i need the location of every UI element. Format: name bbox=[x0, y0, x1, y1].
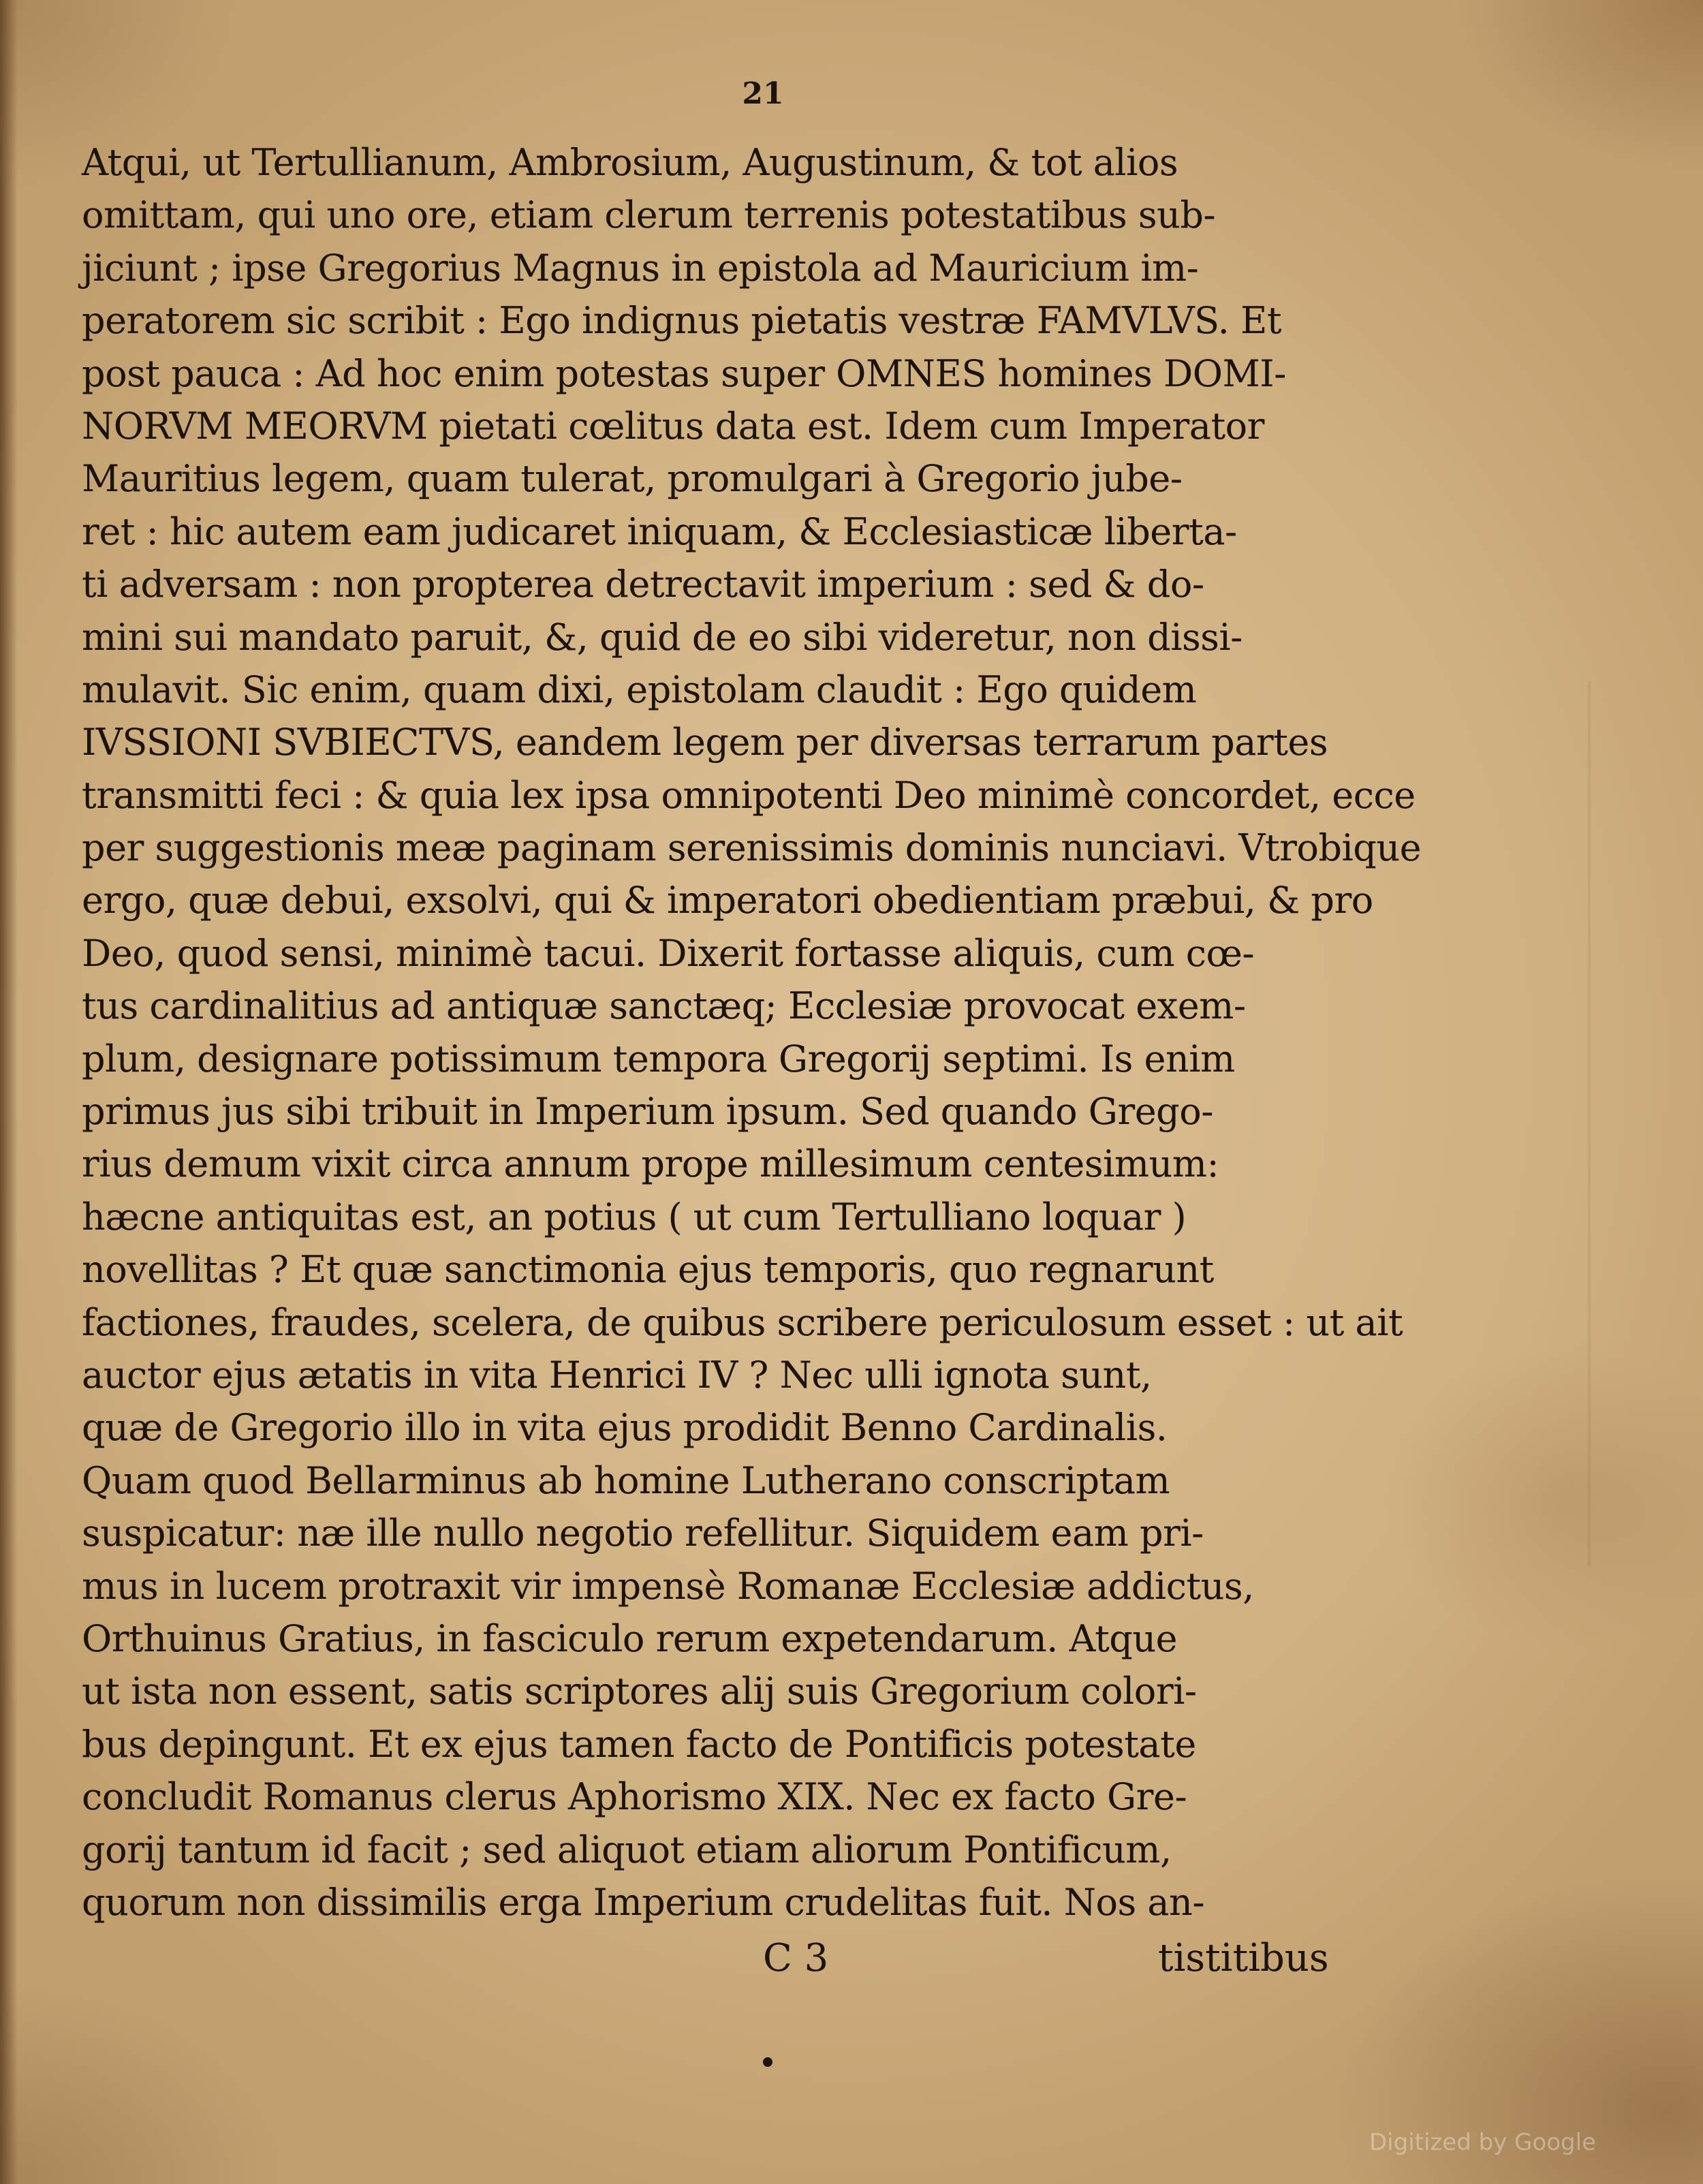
text-line: ret : hic autem eam judicaret iniquam, & Ecclesiasticæ liberta- bbox=[82, 510, 1237, 553]
text-block bbox=[82, 0, 1649, 2184]
text-line: ut ista non essent, satis scriptores alij suis Gregorium colori- bbox=[82, 1670, 1197, 1713]
text-line: plum, designare potissimum tempora Gregorij septimi. Is enim bbox=[82, 1037, 1235, 1080]
text-line: omittam, qui uno ore, etiam clerum terrenis potestatibus sub- bbox=[82, 193, 1216, 237]
text-line: transmitti feci : & quia lex ipsa omnipotenti Deo minimè concordet, ecce bbox=[82, 773, 1416, 817]
body-text bbox=[82, 136, 1444, 1929]
text-line: rius demum vixit circa annum prope millesimum centesimum: bbox=[82, 1142, 1219, 1186]
text-line: factiones, fraudes, scelera, de quibus scribere periculosum esset : ut ait bbox=[82, 1300, 1403, 1344]
text-line: jiciunt ; ipse Gregorius Magnus in epistola ad Mauricium im- bbox=[82, 246, 1199, 290]
ink-dot bbox=[763, 2057, 772, 2067]
text-line: Quam quod Bellarminus ab homine Lutherano conscriptam bbox=[82, 1458, 1170, 1502]
text-line: quorum non dissimilis erga Imperium crudelitas fuit. Nos an- bbox=[82, 1880, 1205, 1924]
text-line: NORVM MEORVM pietati cœlitus data est. Idem cum Imperator bbox=[82, 404, 1264, 448]
text-line: post pauca : Ad hoc enim potestas super OMNES homines DOMI- bbox=[82, 352, 1286, 395]
text-line: quæ de Gregorio illo in vita ejus prodidit Benno Cardinalis. bbox=[82, 1406, 1168, 1450]
text-line: Mauritius legem, quam tulerat, promulgari à Gregorio jube- bbox=[82, 457, 1183, 501]
text-line: bus depingunt. Et ex ejus tamen facto de Pontificis potestate bbox=[82, 1722, 1196, 1766]
text-line: hæcne antiquitas est, an potius ( ut cum Tertulliano loquar ) bbox=[82, 1195, 1187, 1238]
text-line: gorij tantum id facit ; sed aliquot etiam aliorum Pontificum, bbox=[82, 1828, 1172, 1871]
text-line: primus jus sibi tribuit in Imperium ipsum. Sed quando Grego- bbox=[82, 1090, 1214, 1134]
text-line: Atqui, ut Tertullianum, Ambrosium, Augustinum, & tot alios bbox=[82, 141, 1178, 184]
text-line: concludit Romanus clerus Aphorismo XIX. Nec ex facto Gre- bbox=[82, 1775, 1187, 1819]
text-line: per suggestionis meæ paginam serenissimis dominis nunciavi. Vtrobique bbox=[82, 826, 1422, 870]
text-line: ergo, quæ debui, exsolvi, qui & imperatori obedientiam præbui, & pro bbox=[82, 879, 1373, 922]
page-left-edge-shadow bbox=[0, 0, 18, 2184]
text-line: tus cardinalitius ad antiquæ sanctæq; Ecclesiæ provocat exem- bbox=[82, 984, 1246, 1028]
digitization-watermark: Digitized by Google bbox=[1369, 2129, 1596, 2156]
signature-mark: C 3 bbox=[763, 1936, 829, 1980]
text-line: Deo, quod sensi, minimè tacui. Dixerit fortasse aliquis, cum cœ- bbox=[82, 931, 1255, 975]
text-line: novellitas ? Et quæ sanctimonia ejus temporis, quo regnarunt bbox=[82, 1248, 1214, 1292]
text-line: mus in lucem protraxit vir impensè Romanæ Ecclesiæ addictus, bbox=[82, 1564, 1254, 1608]
text-line: peratorem sic scribit : Ego indignus pietatis vestræ FAMVLVS. Et bbox=[82, 299, 1282, 343]
catchword: tistitibus bbox=[1158, 1936, 1329, 1980]
text-line: mulavit. Sic enim, quam dixi, epistolam claudit : Ego quidem bbox=[82, 668, 1197, 711]
page-number: 21 bbox=[742, 76, 784, 111]
page-footer bbox=[82, 1931, 1444, 1986]
text-line: Orthuinus Gratius, in fasciculo rerum expetendarum. Atque bbox=[82, 1617, 1178, 1660]
text-line: IVSSIONI SVBIECTVS, eandem legem per diversas terrarum partes bbox=[82, 721, 1328, 764]
text-line: auctor ejus ætatis in vita Henrici IV ? Nec ulli ignota sunt, bbox=[82, 1353, 1152, 1397]
text-line: suspicatur: næ ille nullo negotio refellitur. Siquidem eam pri- bbox=[82, 1512, 1204, 1555]
text-line: ti adversam : non propterea detrectavit imperium : sed & do- bbox=[82, 563, 1204, 606]
text-line: mini sui mandato paruit, &, quid de eo sibi videretur, non dissi- bbox=[82, 615, 1243, 659]
